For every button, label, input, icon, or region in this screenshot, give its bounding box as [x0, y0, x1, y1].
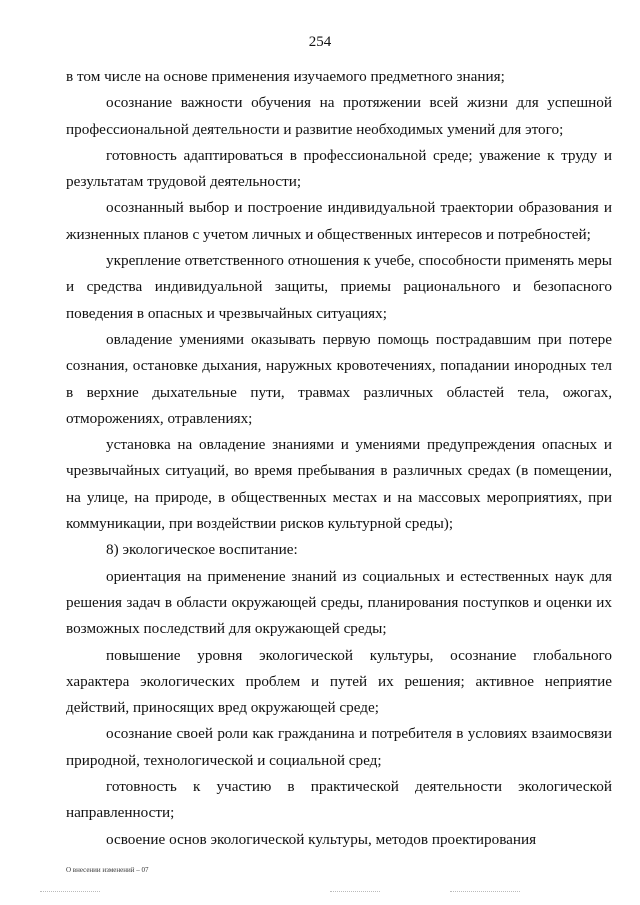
paragraph: готовность к участию в практической деятельности экологической направленности;: [66, 778, 612, 822]
paragraph: готовность адаптироваться в профессиональной среде; уважение к труду и результатам трудовой деятельности;: [66, 146, 612, 191]
section-heading: 8) экологическое воспитание:: [106, 541, 298, 559]
paragraph: осознание важности обучения на протяжении всей жизни для успешной профессиональной деятельности и развитие необходимых умений для этого;: [66, 94, 612, 138]
paragraph: укрепление ответственного отношения к учебе, способности применять меры и средства индивидуальной защиты, приемы рационального и безопасного поведения в опасных и чрезвычайных ситуациях;: [66, 252, 612, 322]
scan-artifact: [330, 891, 380, 893]
document-body: [66, 64, 612, 853]
paragraph: освоение основ экологической культуры, методов проектирования: [106, 830, 537, 848]
paragraph: ориентация на применение знаний из социальных и естественных наук для решения задач в области окружающей среды, планирования поступков и оценки их возможных последствий для окружающей среды;: [66, 567, 612, 638]
paragraph: осознанный выбор и построение индивидуальной траектории образования и жизненных планов с учетом личных и общественных интересов и потребностей;: [66, 199, 612, 243]
paragraph: осознание своей роли как гражданина и потребителя в условиях взаимосвязи природной, технологической и социальной сред;: [66, 725, 612, 769]
page-number: 254: [308, 34, 332, 50]
paragraph: в том числе на основе применения изучаемого предметного знания;: [66, 68, 505, 85]
scan-artifact: [450, 891, 520, 893]
paragraph: повышение уровня экологической культуры, осознание глобального характера экологических проблем и путей их решения; активное неприятие действий, приносящих вред окружающей среде;: [66, 646, 612, 717]
paragraph: овладение умениями оказывать первую помощь пострадавшим при потере сознания, остановке дыхания, наружных кровотечениях, попадании инородных тел в верхние дыхательные пути, травмах различных областей тела, ожогах, отморожениях, отравлениях;: [66, 330, 612, 427]
footer-note: О внесении изменений – 07: [66, 866, 149, 874]
scan-artifact: [40, 891, 100, 893]
paragraph: установка на овладение знаниями и умениями предупреждения опасных и чрезвычайных ситуаций, во время пребывания в различных средах (в помещении, на улице, на природе, в общественных местах и на массовых мероприятиях, при коммуникации, при воздействии рисков культурной среды);: [66, 436, 612, 533]
